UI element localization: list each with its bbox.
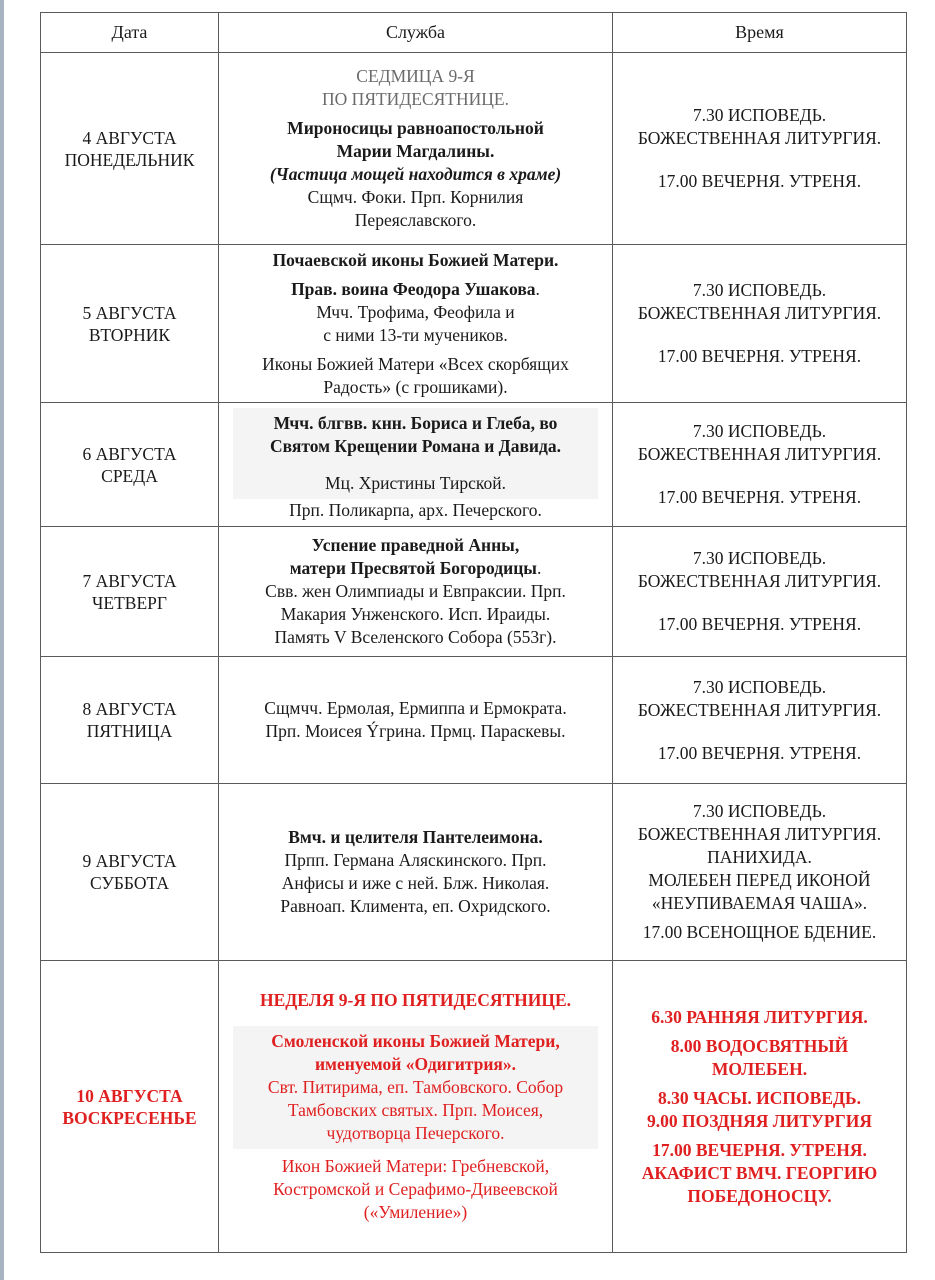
feast-name: Святом Крещении Романа и Давида. <box>270 435 561 456</box>
time-cell <box>613 527 907 657</box>
week-title: ПО ПЯТИДЕСЯТНИЦЕ. <box>322 89 509 109</box>
table-row <box>41 657 907 784</box>
date-cell <box>41 961 219 1253</box>
relic-note: (Частица мощей находится в храме) <box>269 164 562 184</box>
time-entry: 17.00 ВЕЧЕРНЯ. УТРЕНЯ. <box>657 487 862 507</box>
icon-text: Иконы Божией Матери «Всех скорбящих <box>262 353 569 374</box>
saints-text: Анфисы и иже с ней. Блж. Николая. <box>281 873 550 893</box>
service-cell <box>219 961 613 1253</box>
date-day: 10 АВГУСТА <box>76 1085 183 1106</box>
schedule-table <box>40 12 907 1253</box>
time-entry: 8.30 ЧАСЫ. ИСПОВЕДЬ. <box>658 1087 861 1108</box>
service-cell <box>219 657 613 784</box>
week-title: НЕДЕЛЯ 9-Я ПО ПЯТИДЕСЯТНИЦЕ. <box>259 990 572 1010</box>
time-cell <box>613 784 907 961</box>
time-entry: 17.00 ВЕЧЕРНЯ. УТРЕНЯ. <box>657 346 862 366</box>
date-cell <box>41 657 219 784</box>
saints-text: Свт. Питирима, еп. Тамбовского. Собор <box>267 1077 564 1097</box>
icon-text: («Умиление») <box>363 1202 468 1222</box>
time-entry: МОЛЕБЕН. <box>711 1058 808 1079</box>
feast-name: Марии Магдалины. <box>336 141 495 161</box>
time-entry: 8.00 ВОДОСВЯТНЫЙ <box>670 1035 849 1056</box>
service-cell <box>219 403 613 527</box>
time-entry: 7.30 ИСПОВЕДЬ. <box>692 548 827 568</box>
saints-text: Мц. Христины Тирской. <box>325 472 506 493</box>
time-entry: 17.00 ВЕЧЕРНЯ. УТРЕНЯ. <box>652 1139 867 1160</box>
time-entry: «НЕУПИВАЕМАЯ ЧАША». <box>651 893 868 913</box>
highlight-block <box>233 1026 598 1149</box>
header-time: Время <box>613 13 907 53</box>
feast-name: Смоленской иконы Божией Матери, <box>271 1031 560 1051</box>
date-day: 8 АВГУСТА <box>82 699 177 719</box>
table-row <box>41 527 907 657</box>
saints-text: Сщмчч. Ермолая, Ермиппа и Ермократа. <box>264 698 567 718</box>
feast-name: Мироносицы равноапостольной <box>287 118 544 138</box>
date-day: 5 АВГУСТА <box>82 302 177 323</box>
time-entry: 7.30 ИСПОВЕДЬ. <box>692 105 827 125</box>
time-entry: БОЖЕСТВЕННАЯ ЛИТУРГИЯ. <box>637 699 882 720</box>
time-entry: БОЖЕСТВЕННАЯ ЛИТУРГИЯ. <box>637 444 882 464</box>
time-entry: 17.00 ВЕЧЕРНЯ. УТРЕНЯ. <box>657 171 862 191</box>
saints-text: Переяславского. <box>354 210 477 230</box>
time-entry: АКАФИСТ ВМЧ. ГЕОРГИЮ <box>641 1162 878 1183</box>
time-entry: 17.00 ВСЕНОЩНОЕ БДЕНИЕ. <box>642 922 877 942</box>
saints-text: Прпп. Германа Аляскинского. Прп. <box>284 850 547 870</box>
date-cell <box>41 245 219 403</box>
feast-name: Вмч. и целителя Пантелеимона. <box>288 827 543 847</box>
saints-text: Равноап. Климента, еп. Охридского. <box>280 896 551 916</box>
date-weekday: ЧЕТВЕРГ <box>92 592 167 613</box>
time-entry: 17.00 ВЕЧЕРНЯ. УТРЕНЯ. <box>657 614 862 634</box>
time-entry: БОЖЕСТВЕННАЯ ЛИТУРГИЯ. <box>637 824 882 844</box>
saints-text: Прп. Моисея Ýгрина. Прмц. Параскевы. <box>265 721 566 741</box>
service-cell <box>219 527 613 657</box>
saints-text: Свв. жен Олимпиады и Евпраксии. Прп. <box>265 581 566 601</box>
icon-text: Радость» (с грошиками). <box>323 376 508 397</box>
feast-name: Почаевской иконы Божией Матери. <box>272 249 559 270</box>
page-left-edge <box>0 0 4 1280</box>
date-day: 6 АВГУСТА <box>82 443 177 464</box>
header-service: Служба <box>219 13 613 53</box>
service-cell <box>219 245 613 403</box>
date-day: 9 АВГУСТА <box>82 851 177 871</box>
time-entry: 7.30 ИСПОВЕДЬ. <box>692 801 827 821</box>
punctuation: . <box>535 278 540 299</box>
date-cell <box>41 53 219 245</box>
date-day: 7 АВГУСТА <box>82 570 177 591</box>
saints-text: Сщмч. Фоки. Прп. Корнилия <box>307 187 524 207</box>
time-entry: МОЛЕБЕН ПЕРЕД ИКОНОЙ <box>648 870 871 890</box>
time-entry: 7.30 ИСПОВЕДЬ. <box>692 280 827 300</box>
time-entry: 9.00 ПОЗДНЯЯ ЛИТУРГИЯ <box>647 1110 872 1131</box>
time-entry: 6.30 РАННЯЯ ЛИТУРГИЯ. <box>651 1006 868 1027</box>
feast-name: матери Пресвятой Богородицы <box>289 558 537 578</box>
saints-text: чудотворца Печерского. <box>326 1123 505 1143</box>
punctuation: . <box>536 558 542 578</box>
saints-text: Мчч. Трофима, Феофила и <box>316 301 515 322</box>
date-cell <box>41 784 219 961</box>
date-weekday: ПОНЕДЕЛЬНИК <box>64 149 195 170</box>
week-title: СЕДМИЦА 9-Я <box>356 66 475 86</box>
date-weekday: ПЯТНИЦА <box>86 721 173 741</box>
time-entry: БОЖЕСТВЕННАЯ ЛИТУРГИЯ. <box>637 128 882 148</box>
date-weekday: ВТОРНИК <box>88 324 171 345</box>
date-weekday: ВОСКРЕСЕНЬЕ <box>62 1107 197 1128</box>
date-weekday: СУББОТА <box>90 873 169 893</box>
header-date: Дата <box>41 13 219 53</box>
service-cell <box>219 53 613 245</box>
date-weekday: СРЕДА <box>101 465 158 486</box>
saints-text: Макария Унженского. Исп. Ираиды. <box>280 604 551 624</box>
time-entry: ПОБЕДОНОСЦУ. <box>687 1185 832 1206</box>
icon-text: Костромской и Серафимо-Дивеевской <box>273 1179 558 1199</box>
date-cell <box>41 403 219 527</box>
table-row <box>41 961 907 1253</box>
date-cell <box>41 527 219 657</box>
feast-name: Прав. воина Феодора Ушакова <box>291 278 536 299</box>
time-cell <box>613 961 907 1253</box>
time-entry: БОЖЕСТВЕННАЯ ЛИТУРГИЯ. <box>637 303 882 323</box>
time-cell <box>613 403 907 527</box>
table-row <box>41 403 907 527</box>
time-entry: 7.30 ИСПОВЕДЬ. <box>692 676 827 697</box>
table-row <box>41 53 907 245</box>
time-entry: ПАНИХИДА. <box>707 847 812 867</box>
table-row <box>41 245 907 403</box>
time-cell <box>613 53 907 245</box>
time-entry: БОЖЕСТВЕННАЯ ЛИТУРГИЯ. <box>637 571 882 591</box>
service-cell <box>219 784 613 961</box>
table-row <box>41 784 907 961</box>
header-row <box>41 13 907 53</box>
saints-text: Тамбовских святых. Прп. Моисея, <box>287 1100 544 1120</box>
time-cell <box>613 657 907 784</box>
saints-text: Прп. Поликарпа, арх. Печерского. <box>289 499 542 520</box>
saints-text: с ними 13-ти мучеников. <box>323 324 508 345</box>
highlight-block <box>233 408 598 499</box>
feast-name: Мчч. блгвв. кнн. Бориса и Глеба, во <box>273 412 558 433</box>
feast-name: Успение праведной Анны, <box>311 535 520 555</box>
date-day: 4 АВГУСТА <box>82 127 177 148</box>
time-cell <box>613 245 907 403</box>
time-entry: 17.00 ВЕЧЕРНЯ. УТРЕНЯ. <box>657 742 862 763</box>
time-entry: 7.30 ИСПОВЕДЬ. <box>692 421 827 441</box>
saints-text: Память V Вселенского Собора (553г). <box>274 627 557 647</box>
feast-name: именуемой «Одигитрия». <box>314 1054 517 1074</box>
icon-text: Икон Божией Матери: Гребневской, <box>281 1156 550 1176</box>
